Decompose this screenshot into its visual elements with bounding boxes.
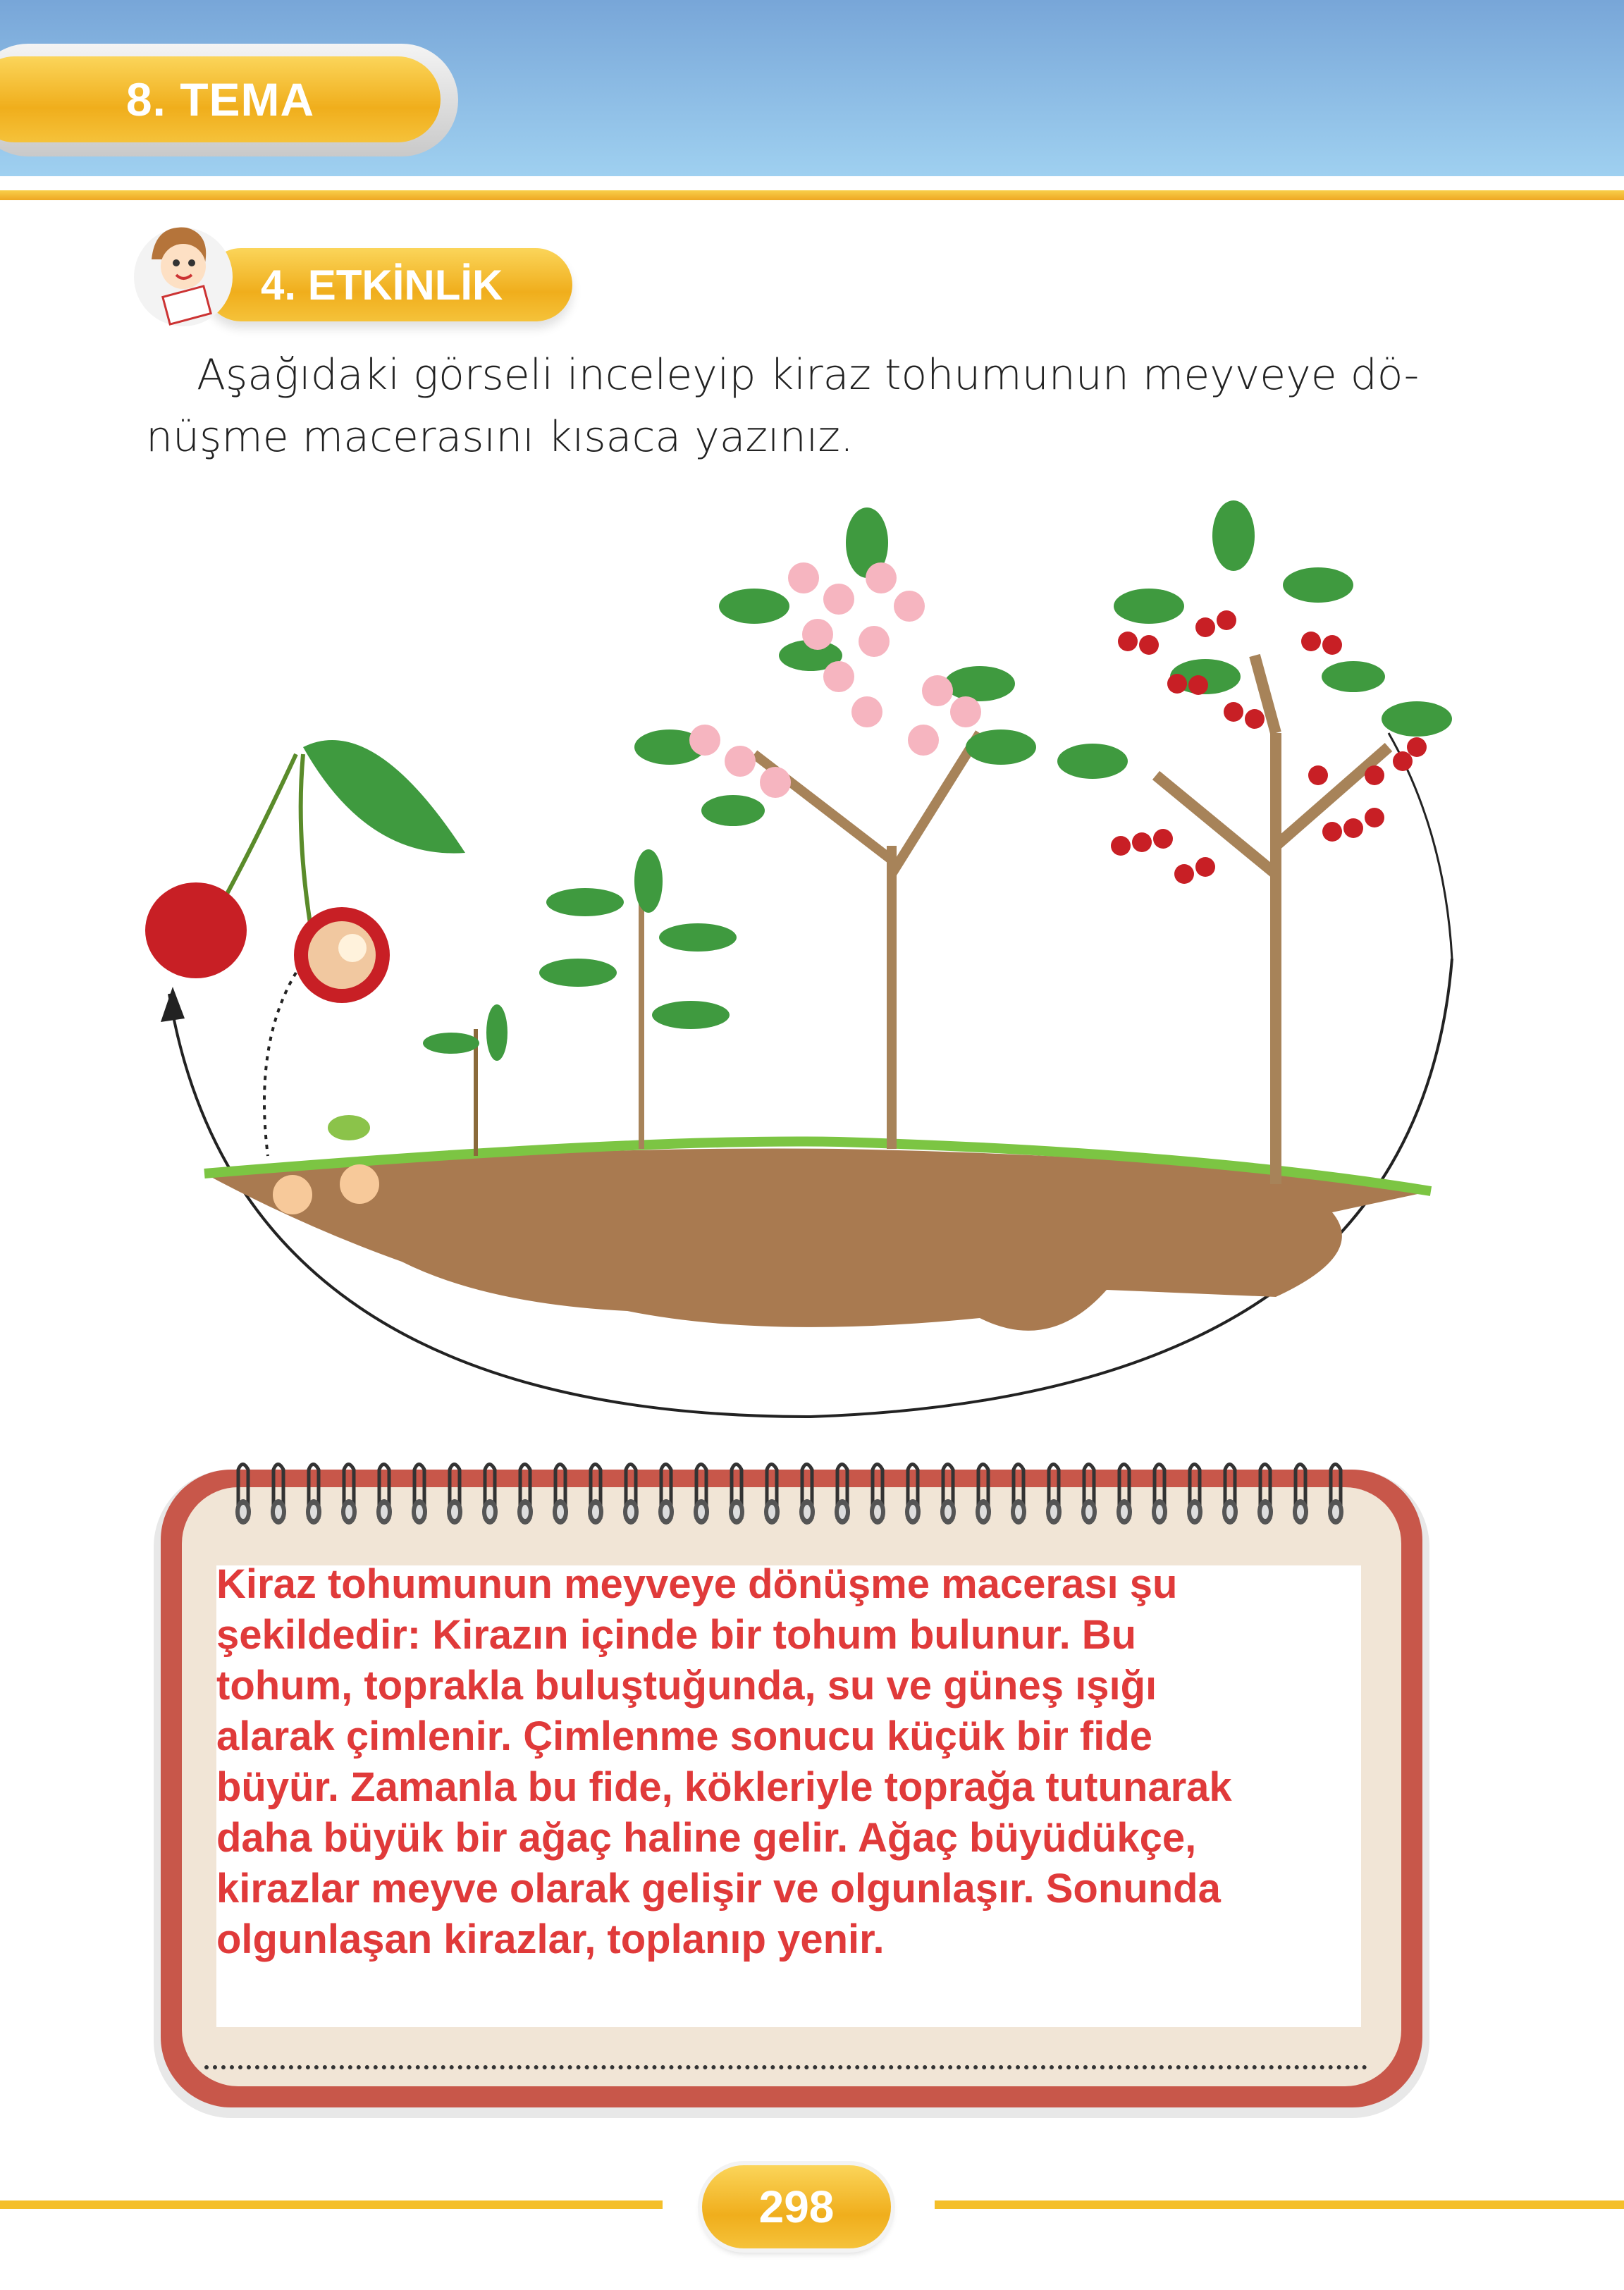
soil	[204, 1142, 1431, 1331]
instruction-line-2: nüşme macerasını kısaca yazınız.	[146, 412, 854, 462]
theme-label: 8. TEMA	[125, 73, 315, 125]
spiral-binding-icon	[233, 1459, 1360, 1529]
footer-line-left	[0, 2200, 663, 2209]
theme-badge	[0, 56, 441, 142]
activity-badge	[204, 248, 572, 321]
activity-label: 4. ETKİNLİK	[261, 261, 503, 309]
sprout-icon	[423, 1004, 508, 1156]
cherry-fruit-icon	[145, 740, 465, 1003]
header-divider	[0, 190, 1624, 200]
blossoming-tree-icon	[634, 507, 1036, 1149]
page-number: 298	[758, 2181, 835, 2232]
header-stripe	[0, 176, 1624, 190]
page-number-badge	[702, 2165, 891, 2248]
answer-text: Kiraz tohumunun meyveye dönüşme macerası şu şekildedir: Kirazın içinde bir tohum bulunur. Bu tohum, toprakla buluştuğunda, su ve güneş ışığı alarak çimlenir. Çimlenme sonucu küçük bir fide büyür. Zamanla bu fide, kökleriyle toprağa tutunarak daha büyük bir ağaç haline gelir. Ağaç büyüdükçe, kirazlar meyve olarak gelişir ve olgunlaşır. Sonunda olgunlaşan kirazlar, toplanıp yenir.	[216, 1561, 1232, 1962]
instruction-line-1: Aşağıdaki görseli inceleyip kiraz tohumunun meyveye dö-	[197, 350, 1420, 400]
cherry-life-cycle-illustration	[134, 479, 1473, 1438]
fruiting-tree-icon	[1057, 500, 1452, 1184]
writing-line	[204, 2065, 1367, 2069]
arrow-head-icon	[161, 987, 185, 1022]
girl-mascot-icon	[127, 217, 240, 330]
instruction-text	[146, 344, 1450, 468]
footer-line-right	[935, 2200, 1624, 2209]
sapling-icon	[539, 849, 737, 1149]
